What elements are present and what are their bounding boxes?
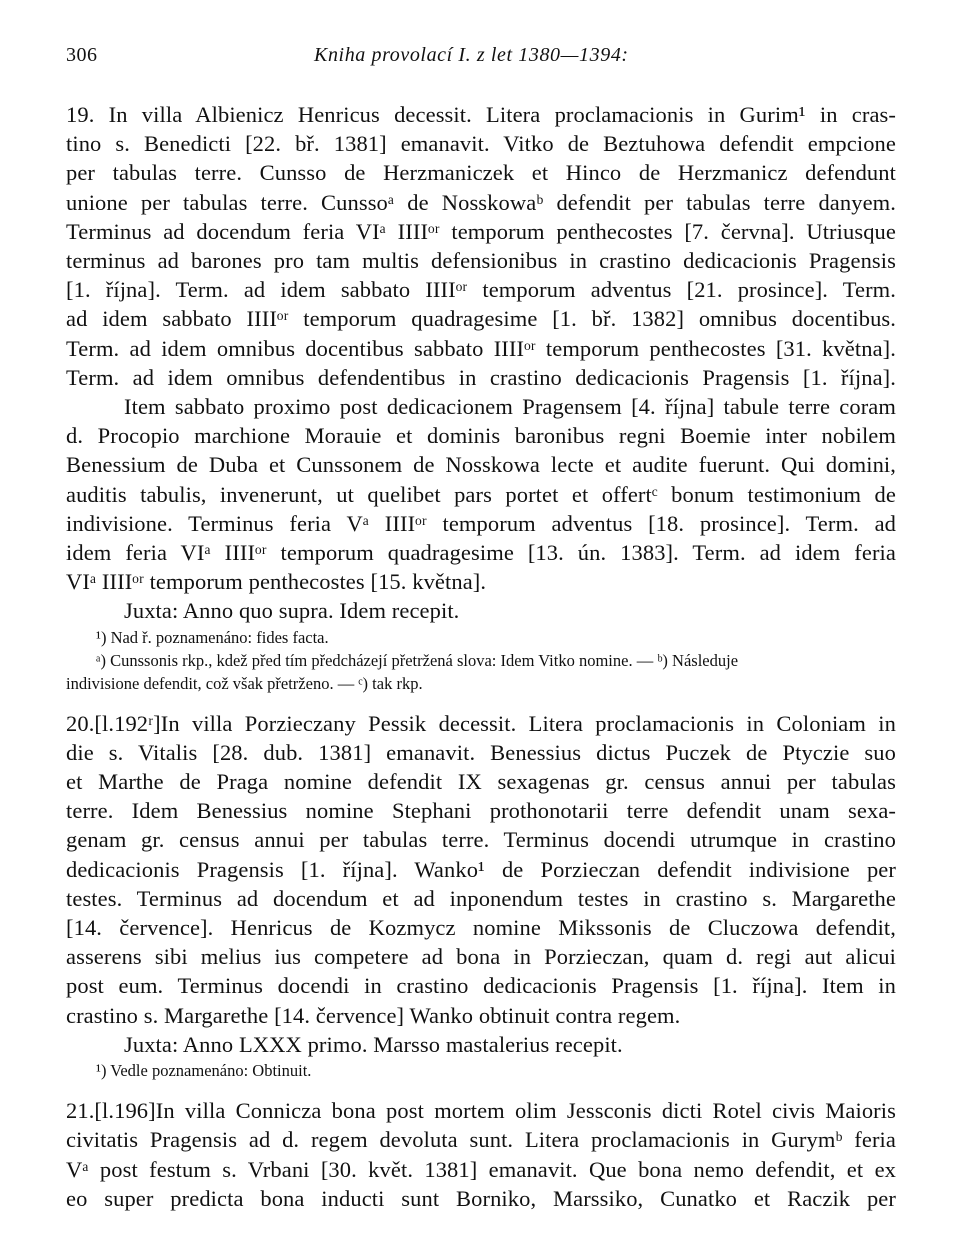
- running-title: Kniha provolací I. z let 1380—1394:: [314, 44, 629, 66]
- text-line: die s. Vitalis [28. dub. 1381] emanavit. Benessius dictus Puczek de Ptyczie suo: [66, 739, 896, 765]
- text-line: Benessium de Duba et Cunssonem de Nosskowa lecte et audite fuerunt. Qui domini,: [66, 452, 896, 478]
- text-line: 20.[l.192ʳ]In villa Porzieczany Pessik decessit. Litera proclamacionis in Coloniam in: [66, 710, 896, 736]
- text-line: VIᵃ IIIIᵒʳ temporum penthecostes [15. května].: [66, 569, 487, 595]
- text-line: Term. ad idem omnibus docentibus sabbato IIIIᵒʳ temporum penthecostes [31. května].: [66, 335, 896, 361]
- text-line: auditis tabulis, invenerunt, ut quelibet pars portet et offertᶜ bonum testimonium de: [66, 481, 896, 507]
- entry-21: [66, 1096, 896, 1213]
- text-line: et Marthe de Praga nomine defendit IX sexagenas gr. census annui per tabulas: [66, 769, 896, 795]
- text-line: Vᵃ post festum s. Vrbani [30. květ. 1381] emanavit. Que bona nemo defendit, et ex: [66, 1156, 896, 1182]
- text-line: dedicacionis Pragensis [1. října]. Wanko¹ de Porzieczan defendit indivisione per: [66, 856, 896, 882]
- text-line: post eum. Terminus docendi in crastino dedicacionis Pragensis [1. října]. Item in: [66, 973, 896, 999]
- text-line: testes. Terminus ad docendum et ad inponendum testes in crastino s. Margarethe: [66, 885, 896, 911]
- text-line: Item sabbato proximo post dedicacionem Pragensem [4. října] tabule terre coram: [124, 394, 896, 420]
- text-line: Terminus ad docendum feria VIᵃ IIIIᵒʳ temporum penthecostes [7. června]. Utriusque: [66, 218, 896, 244]
- text-line: terminus ad barones pro tam multis defensionibus in crastino dedicacionis Pragensis: [66, 248, 896, 274]
- text-line: Term. ad idem omnibus defendentibus in crastino dedicacionis Pragensis [1. října].: [66, 364, 896, 390]
- text-line: [1. října]. Term. ad idem sabbato IIIIᵒʳ temporum adventus [21. prosince]. Term.: [66, 277, 896, 303]
- text-line: ad idem sabbato IIIIᵒʳ temporum quadragesime [1. bř. 1382] omnibus docentibus.: [66, 306, 896, 332]
- text-line: idem feria VIᵃ IIIIᵒʳ temporum quadragesime [13. ún. 1383]. Term. ad idem feria: [66, 540, 896, 566]
- document-page: [66, 38, 896, 1213]
- text-line: 19. In villa Albienicz Henricus decessit. Litera proclamacionis in Gurim¹ in cras-: [66, 102, 896, 127]
- text-line: terre. Idem Benessius nomine Stephani prothonotarii terre defendit unam sexa-: [66, 798, 896, 824]
- text-line: eo super predicta bona inducti sunt Borniko, Marssiko, Cunatko et Raczik per: [66, 1185, 896, 1211]
- text-line: d. Procopio marchione Morauie et dominis baronibus regni Boemie inter nobilem: [66, 423, 896, 449]
- page-number: 306: [66, 44, 98, 66]
- text-line: asserens sibi melius ius competere ad bona in Porzieczan, quam d. regi aut alicui: [66, 944, 896, 970]
- text-line: crastino s. Margarethe [14. července] Wanko obtinuit contra regem.: [66, 1002, 681, 1028]
- text-line: unione per tabulas terre. Cunssoᵃ de Nosskowaᵇ defendit per tabulas terre danyem.: [66, 189, 896, 215]
- juxta-line: Juxta: Anno quo supra. Idem recepit.: [124, 598, 460, 624]
- page-header: [66, 38, 896, 78]
- text-line: civitatis Pragensis ad d. regem devoluta sunt. Litera proclamacionis in Gurymᵇ feria: [66, 1127, 896, 1153]
- text-line: [14. července]. Henricus de Kozmycz nomine Mikssonis de Cluczowa defendit,: [66, 915, 896, 941]
- text-line: indivisione. Terminus feria Vᵃ IIIIᵒʳ temporum adventus [18. prosince]. Term. ad: [66, 510, 896, 536]
- footnote: indivisione defendit, což však přetrženo. — ᶜ) tak rkp.: [66, 673, 423, 693]
- footnote: ¹) Nad ř. poznamenáno: fides facta.: [96, 627, 329, 647]
- footnote: ᵃ) Cunssonis rkp., kdež před tím předcházejí přetržená slova: Idem Vitko nomine. — ᵇ) Následuje: [96, 650, 739, 670]
- text-line: genam gr. census annui per tabulas terre. Terminus docendi utrumque in crastino: [66, 827, 896, 853]
- entry-20: [66, 709, 896, 1082]
- entry-19: [66, 100, 896, 695]
- footnote: ¹) Vedle poznamenáno: Obtinuit.: [96, 1061, 312, 1081]
- text-line: per tabulas terre. Cunsso de Herzmaniczek et Hinco de Herzmanicz defendunt: [66, 160, 896, 186]
- juxta-line: Juxta: Anno LXXX primo. Marsso mastalerius recepit.: [124, 1031, 623, 1057]
- text-line: tino s. Benedicti [22. bř. 1381] emanavit. Vitko de Beztuhowa defendit empcione: [66, 131, 896, 157]
- text-line: 21.[l.196]In villa Connicza bona post mortem olim Jessconis dicti Rotel civis Maioris: [66, 1098, 896, 1124]
